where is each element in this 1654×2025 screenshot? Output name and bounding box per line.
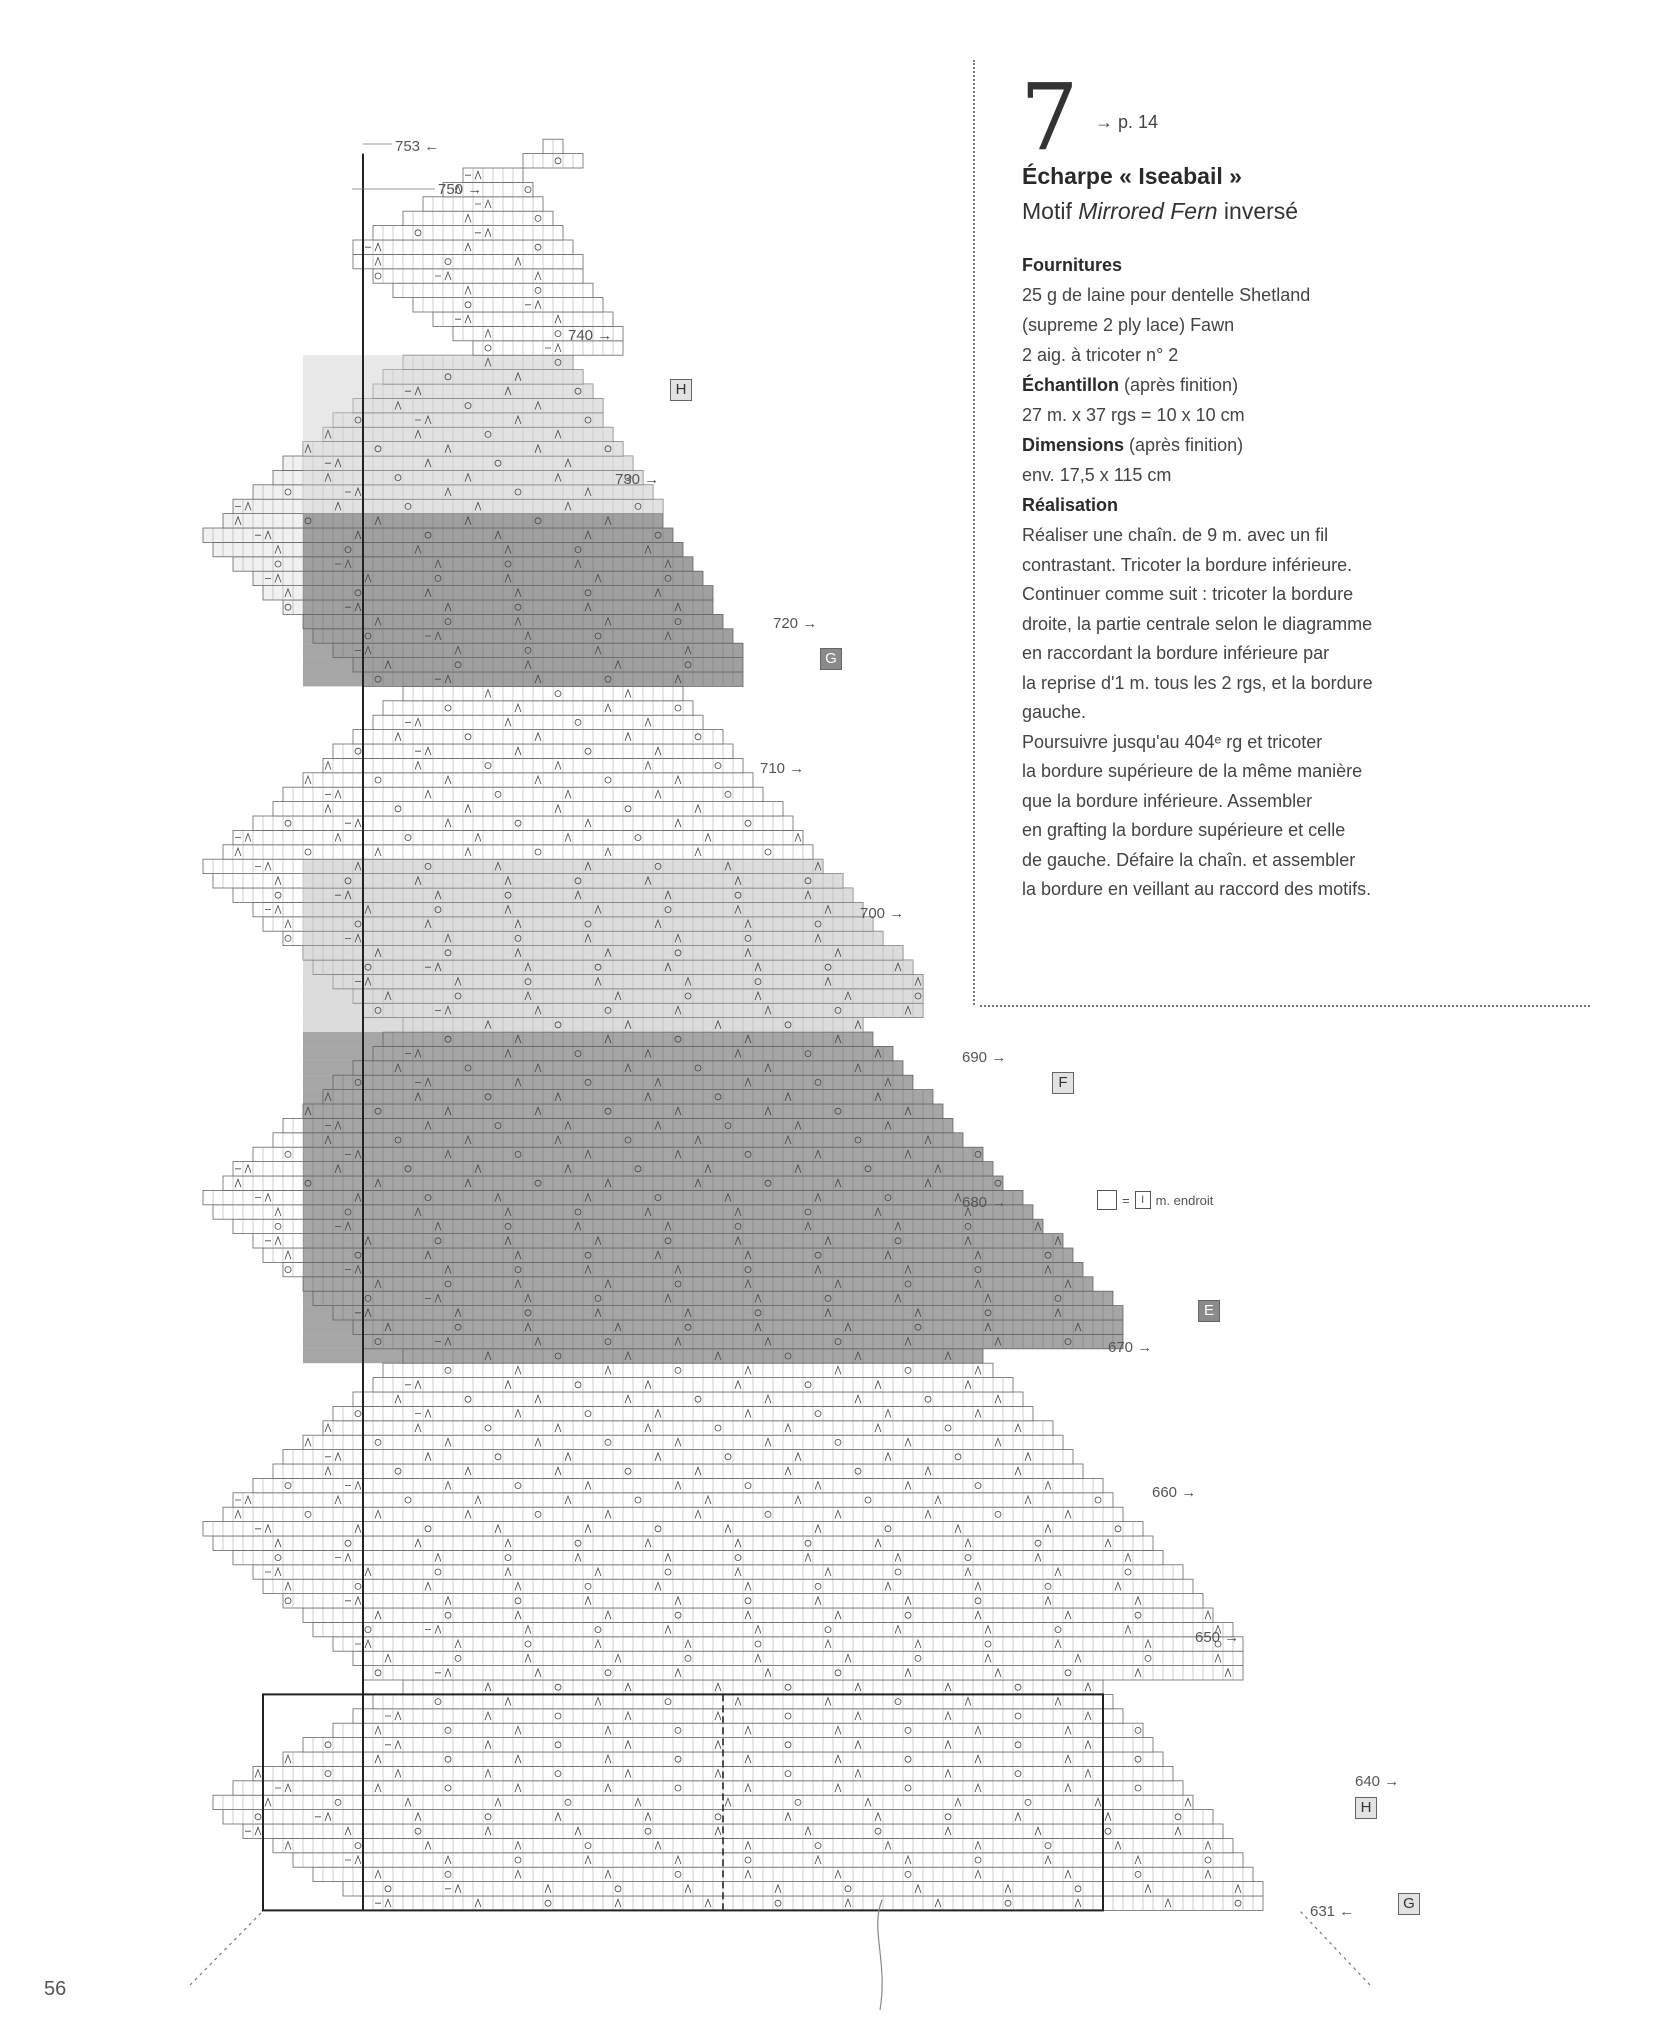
chart-row [323, 1421, 1053, 1435]
chart-highlight [303, 1306, 1123, 1320]
chart-row [293, 1853, 1243, 1867]
chart-highlight [303, 989, 923, 1003]
chart-highlight [303, 1234, 1063, 1248]
chart-highlight [303, 1046, 893, 1060]
chart-row [233, 830, 803, 844]
chart-highlight [303, 1118, 953, 1132]
chart-highlight [303, 672, 743, 686]
chart-highlight [303, 528, 673, 542]
chart-highlight [303, 355, 573, 369]
chart-highlight [303, 1162, 993, 1176]
chart-highlight [303, 1104, 943, 1118]
realisation-line: la bordure supérieure de la même manière [1022, 761, 1363, 781]
legend-empty-cell [1097, 1190, 1117, 1210]
realisation-line: la bordure en veillant au raccord des motifs. [1022, 879, 1372, 899]
chart-highlight [303, 586, 713, 600]
row-label-680: 680 → [962, 1194, 1007, 1211]
frame-horizontal-divider [980, 1005, 1590, 1007]
chart-row [273, 802, 783, 816]
chart-row [353, 1651, 1243, 1665]
chart-highlight [303, 1018, 863, 1032]
section-label-f: F [1052, 1072, 1074, 1094]
chart-row [253, 1565, 1183, 1579]
chart-highlight [303, 629, 733, 643]
realisation-line: droite, la partie centrale selon le diagramme [1022, 613, 1373, 634]
chart-row [263, 1579, 1193, 1593]
chart-highlight [303, 1032, 873, 1046]
chart-highlight [303, 398, 603, 412]
break-mark [878, 1900, 882, 2010]
legend-equals: = [1122, 1192, 1130, 1208]
section-label-g-bottom: G [1398, 1893, 1420, 1915]
row-label-740: 740 → [568, 327, 613, 344]
chart-highlight [303, 542, 683, 556]
realisation-line: contrastant. Tricoter la bordure inférieure. [1022, 554, 1353, 575]
chart-highlight [303, 456, 633, 470]
chart-highlight [303, 643, 743, 657]
chart-highlight [303, 370, 583, 384]
chart-highlight [303, 485, 653, 499]
chart-row [373, 715, 703, 729]
realisation-line: en raccordant la bordure inférieure par [1022, 643, 1330, 663]
chart-highlight [303, 1190, 1023, 1204]
section-label-h-bottom: H [1355, 1797, 1377, 1819]
chart-row-cells [333, 758, 733, 772]
dimensions-heading: Dimensions (après finition) [1022, 435, 1244, 455]
realisation-line: Poursuivre jusqu'au 404ᵉ rg et tricoter [1022, 731, 1323, 752]
row-label-640: 640 → [1355, 1773, 1400, 1790]
row-label-660: 660 → [1152, 1484, 1197, 1501]
realisation-line: Réaliser une chaîn. de 9 m. avec un fil [1022, 525, 1329, 545]
chart-highlight [303, 413, 603, 427]
realisation-heading: Réalisation [1022, 495, 1119, 515]
legend-text: m. endroit [1155, 1192, 1214, 1208]
chart-row [403, 211, 553, 225]
realisation-line: que la bordure inférieure. Assembler [1022, 790, 1313, 811]
chart-row [333, 1637, 1243, 1651]
row-label-750: 750 → [438, 181, 483, 198]
legend-knit-symbol: I [1135, 1191, 1151, 1209]
chart-highlight [303, 1349, 983, 1363]
row-label-700: 700 → [860, 905, 905, 922]
chart-row [353, 1392, 1023, 1406]
pattern-number: 7 [1020, 64, 1079, 171]
echantillon-value: 27 m. x 37 rgs = 10 x 10 cm [1022, 405, 1245, 425]
chart-highlight [303, 1176, 1003, 1190]
chart-highlight [303, 874, 843, 888]
fournitures-line: 2 aig. à tricoter n° 2 [1022, 345, 1179, 365]
chart-highlight [303, 1205, 1033, 1219]
chart-highlight [303, 1277, 1093, 1291]
chart-row [273, 1464, 1083, 1478]
chart-row [303, 1608, 1213, 1622]
chart-highlight [303, 1262, 1083, 1276]
chart-highlight [303, 427, 613, 441]
section-label-g: G [820, 648, 842, 670]
chart-row [333, 1723, 1143, 1737]
dimensions-value: env. 17,5 x 115 cm [1022, 465, 1172, 485]
continuation-lines [190, 1911, 1370, 1985]
chart-highlight [303, 384, 593, 398]
chart-row [383, 1363, 993, 1377]
chart-highlight [303, 859, 823, 873]
chart-row-cells [363, 240, 563, 254]
chart-highlight [303, 917, 873, 931]
chart-row [303, 773, 753, 787]
chart-highlight [303, 1003, 923, 1017]
chart-highlight [303, 1219, 1043, 1233]
page-number: 56 [44, 1978, 67, 2000]
chart-legend [1097, 1190, 1213, 1210]
chart-highlight [303, 1061, 903, 1075]
row-label-730: 730 → [615, 471, 660, 488]
realisation-line: gauche. [1022, 702, 1087, 722]
chart-highlight [303, 1147, 983, 1161]
row-label-753: 753 ← [395, 138, 440, 155]
chart-highlight [303, 1075, 913, 1089]
chart-highlight [303, 658, 743, 672]
chart-highlight [303, 1133, 963, 1147]
chart-row [223, 1810, 1213, 1824]
chart-row [373, 269, 583, 283]
chart-highlight [303, 442, 623, 456]
row-label-650: 650 → [1195, 1629, 1240, 1646]
chart-highlight [303, 514, 663, 528]
chart-row [283, 1450, 1073, 1464]
chart-highlight [303, 1248, 1073, 1262]
row-label-710: 710 → [760, 760, 805, 777]
chart-highlight [303, 1320, 1123, 1334]
row-label-670: 670 → [1108, 1339, 1153, 1356]
echantillon-heading: Échantillon (après finition) [1022, 375, 1239, 395]
chart-highlight [303, 557, 693, 571]
realisation-line: Continuer comme suit : tricoter la bordure [1022, 584, 1354, 604]
frame-vertical-divider [973, 60, 975, 1005]
chart-highlight [303, 1334, 1123, 1348]
chart-row [413, 298, 603, 312]
chart-highlight [303, 614, 723, 628]
chart-row [233, 1550, 1163, 1564]
chart-highlight [303, 499, 663, 513]
chart-highlight [303, 960, 913, 974]
chart-highlight [303, 1090, 933, 1104]
section-label-h: H [670, 379, 692, 401]
fournitures-heading: Fournitures [1022, 255, 1123, 275]
chart-row [353, 1709, 1123, 1723]
chart-highlight [303, 902, 863, 916]
row-label-631: 631 ← [1310, 1903, 1355, 1920]
fournitures-line: 25 g de laine pour dentelle Shetland [1022, 285, 1311, 305]
chart-row [303, 1738, 1153, 1752]
chart-highlight [303, 931, 883, 945]
chart-highlight [303, 1291, 1113, 1305]
chart-row [373, 226, 563, 240]
chart-row [223, 845, 813, 859]
chart-highlight [303, 974, 923, 988]
page-reference[interactable]: → p. 14 [1095, 112, 1159, 132]
chart-row [233, 1781, 1183, 1795]
chart-row [353, 254, 583, 268]
chart-row [383, 701, 693, 715]
realisation-line: de gauche. Défaire la chaîn. et assembler [1022, 849, 1356, 870]
chart-highlight [303, 470, 643, 484]
pattern-subtitle: Motif Mirrored Fern inversé [1022, 198, 1299, 224]
fournitures-line: (supreme 2 ply lace) Fawn [1022, 315, 1235, 335]
realisation-line: en grafting la bordure supérieure et celle [1022, 820, 1346, 840]
pattern-title: Écharpe « Iseabail » [1022, 163, 1242, 189]
section-label-e: E [1198, 1300, 1220, 1322]
row-label-690: 690 → [962, 1049, 1007, 1066]
chart-highlight [303, 600, 713, 614]
row-label-720: 720 → [773, 615, 818, 632]
chart-highlight [303, 946, 903, 960]
realisation-line: la reprise d'1 m. tous les 2 rgs, et la bordure [1022, 672, 1373, 693]
